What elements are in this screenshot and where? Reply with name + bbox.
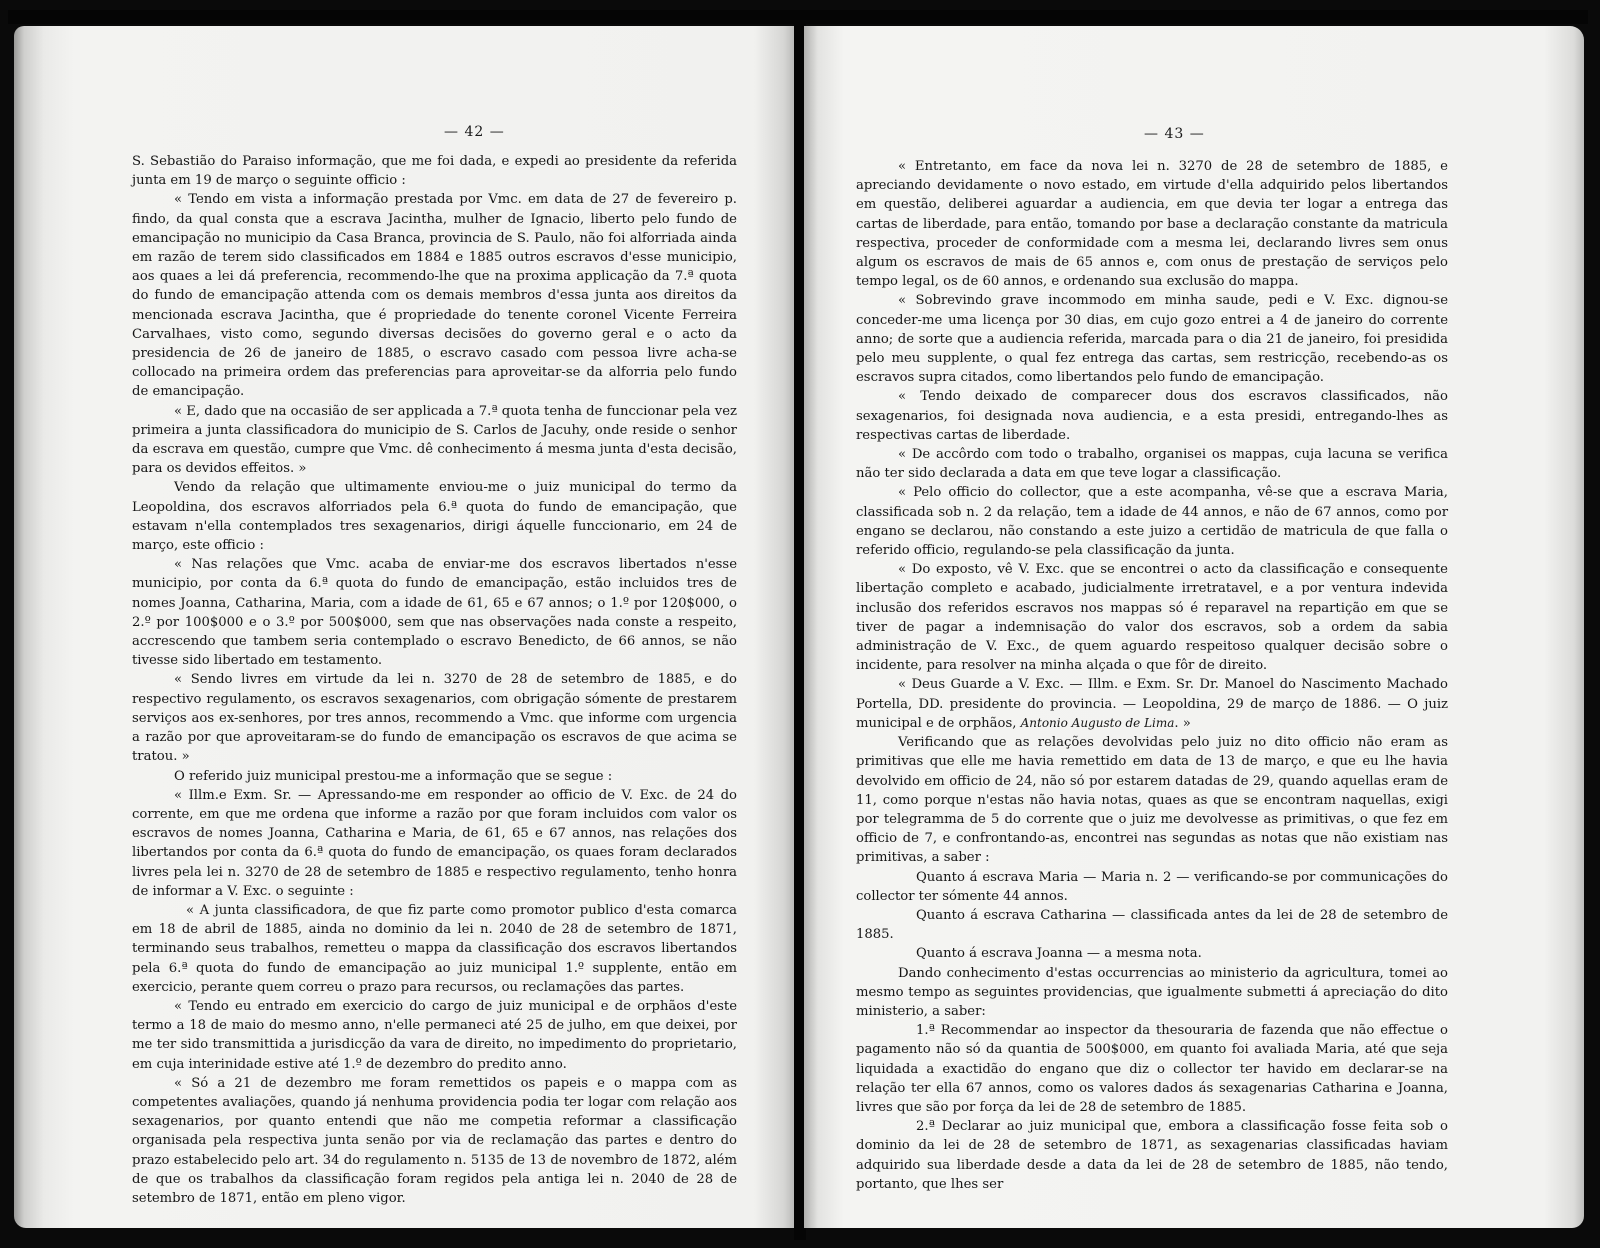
paragraph: Dando conhecimento d'estas occurrencias ao ministerio da agricultura, tomei ao mesmo tempo as seguintes providencias, que igualmente submetti á apreciação do dito ministerio, a saber:	[856, 965, 1448, 1019]
page-number-right: — 43 —	[1144, 126, 1205, 142]
paragraph: Quanto á escrava Catharina — classificada antes da lei de 28 de setembro de 1885.	[856, 907, 1448, 943]
signature: Antonio Augusto de Lima	[1020, 715, 1175, 730]
paragraph: « E, dado que na occasião de ser applicada a 7.ª quota tenha de funccionar pela vez primeira a junta classificadora do municipio de S. Carlos de Jacuhy, onde reside o senhor da escrava em questão, cumpre que Vmc. dê conhecimento á mesma junta d'esta decisão, para os devidos effeitos. »	[132, 403, 737, 477]
paragraph: 1.ª Recommendar ao inspector da thesouraria de fazenda que não effectue o pagamento não só da quantia de 500$000, em quanto foi avaliada Maria, até que seja liquidada a exactidão do engano que diz o collector ter havido em declarar-se na relação ter ella 67 annos, como os valores dados ás sexagenarias Catharina e Joanna, livres que são por força da lei de 28 de setembro de 1885.	[856, 1023, 1448, 1115]
paragraph: Quanto á escrava Maria — Maria n. 2 — verificando-se por communicações do collector ter sómente 44 annos.	[856, 869, 1448, 904]
paragraph: « A junta classificadora, de que fiz parte como promotor publico d'esta comarca em 18 de abril de 1885, ainda no dominio da lei n. 2040 de 28 de setembro de 1871, terminando seus trabalhos, remetteu o mappa da classificação dos escravos libertandos pela 6.ª quota do fundo de emancipação ao juiz municipal 1.º supplente, então em exercicio, perante quem correu o prazo para recursos, ou reclamações das partes.	[132, 902, 737, 995]
paragraph: Verificando que as relações devolvidas pelo juiz no dito officio não eram as primitivas que elle me havia remettido em data de 13 de março, e que eu lhe havia devolvido em officio de 24, não só por estarem datadas de 29, quando aquellas eram de 11, como porque n'estas não havia notas, quaes as que se encontram naquellas, exigi por telegramma de 5 do corrente que o juiz me devolvesse as primitivas, o que fez em officio de 7, e confrontando-as, encontrei nas segundas as notas que não existiam nas primitivas, a saber :	[856, 735, 1448, 866]
paragraph: « Sendo livres em virtude da lei n. 3270 de 28 de setembro de 1885, e do respectivo regulamento, os escravos sexagenarios, com obrigação sómente de prestarem serviços aos ex-senhores, por tres annos, recommendo a Vmc. que informe com urgencia a razão por que aproveitaram-se do fundo de emancipação os escravos de que acima se tratou. »	[132, 672, 737, 765]
page-number-left: — 42 —	[444, 124, 505, 140]
paragraph: Vendo da relação que ultimamente enviou-me o juiz municipal do termo da Leopoldina, dos escravos alforriados pela 6.ª quota do fundo de emancipação, que estavam n'ella contemplados tres sexagenarios, dirigi áquelle funccionario, em 24 de março, este officio :	[132, 480, 737, 554]
right-page-text	[856, 157, 1448, 1194]
left-page-text	[132, 152, 737, 1208]
closing-paragraph	[856, 675, 1448, 733]
paragraph: « Sobrevindo grave incommodo em minha saude, pedi e V. Exc. dignou-se conceder-me uma licença por 30 dias, em cujo gozo entrei a 4 de janeiro do corrente anno; de sorte que a audiencia referida, marcada para o dia 21 de janeiro, foi presidida pelo meu supplente, o qual fez entrega das cartas, sem restricção, recebendo-as os escravos supra citados, como libertandos pelo fundo de emancipação.	[856, 293, 1448, 386]
paragraph: « Nas relações que Vmc. acaba de enviar-me dos escravos libertados n'esse municipio, por conta da 6.ª quota do fundo de emancipação, estão incluidos tres de nomes Joanna, Catharina, Maria, com a idade de 61, 65 e 67 annos; o 1.º por 120$000, o 2.º por 100$000 e o 3.º por 500$000, sem que nas observações nada conste a respeito, accrescendo que tambem seria contemplado o escravo Benedicto, de 66 annos, se não tivesse sido libertado em testamento.	[132, 557, 737, 669]
paragraph: « Tendo deixado de comparecer dous dos escravos classificados, não sexagenarios, foi designada nova audiencia, e a esta presidi, entregando-lhes as respectivas cartas de liberdade.	[856, 389, 1448, 443]
paragraph: O referido juiz municipal prestou-me a informação que se segue :	[174, 768, 613, 784]
paragraph: « Entretanto, em face da nova lei n. 3270 de 28 de setembro de 1885, e apreciando devidamente o novo estado, em virtude d'ella adquirido pelos libertandos em questão, deliberei aguardar a audiencia, em que devia ter logar a entrega das cartas de liberdade, para então, tomando por base a declaração constante da matricula respectiva, proceder de conformidade com a mesma lei, declarando livres sem onus algum os escravos de mais de 65 annos e, com onus de prestação de serviços pelo tempo legal, os de 60 annos, e ordenando sua exclusão do mappa.	[856, 159, 1448, 290]
closing-tail: . »	[1174, 715, 1191, 731]
paragraph: « Do exposto, vê V. Exc. que se encontrei o acto da classificação e consequente libertação completo e acabado, judicialmente irretratavel, e a por ventura indevida inclusão dos referidos escravos nos mappas só é reparavel na repartição em que se tiver de pagar a indemnisação do valor dos escravos, sob a ordem da sabia administração de V. Exc., de quem aguardo respeitoso qualquer decisão sobre o incidente, para resolver na minha alçada o que fôr de direito.	[856, 562, 1448, 674]
paragraph: « De accôrdo com todo o trabalho, organisei os mappas, cuja lacuna se verifica não ter sido declarada a data em que teve logar a classificação.	[856, 447, 1448, 482]
paragraph: « Illm.e Exm. Sr. — Apressando-me em responder ao officio de V. Exc. de 24 do corrente, em que me ordena que informe a razão por que foram incluidos com valor os escravos de nomes Joanna, Catharina e Maria, de 61, 65 e 67 annos, nas relações dos libertandos por conta da 6.ª quota do fundo de emancipação, os quaes foram declarados livres pela lei n. 3270 de 28 de setembro de 1885 e respectivo regulamento, tenho honra de informar a V. Exc. o seguinte :	[132, 787, 737, 899]
book-spread	[8, 10, 1588, 1240]
paragraph: « Tendo eu entrado em exercicio do cargo de juiz municipal e de orphãos d'este termo a 18 de maio do mesmo anno, n'elle permaneci até 25 de julho, em que deixei, por me ter sido transmittida a jurisdicção da vara de direito, no impedimento do proprietario, em cuja interinidade estive até 1.º de dezembro do predito anno.	[132, 998, 737, 1072]
paragraph: 2.ª Declarar ao juiz municipal que, embora a classificação fosse feita sob o dominio da lei de 28 de setembro de 1871, as sexagenarias classificadas haviam adquirido sua liberdade desde a data da lei de 28 de setembro de 1885, não tendo, portanto, que lhes ser	[856, 1119, 1448, 1192]
paragraph: Quanto á escrava Joanna — a mesma nota.	[916, 946, 1202, 962]
paragraph: « Tendo em vista a informação prestada por Vmc. em data de 27 de fevereiro p. findo, da qual consta que a escrava Jacintha, mulher de Ignacio, liberto pelo fundo de emancipação no municipio da Casa Branca, provincia de S. Paulo, não foi alforriada ainda em razão de terem sido classificados em 1884 e 1885 outros escravos d'esse municipio, aos quaes a lei dá preferencia, recommendo-lhe que na proxima applicação da 7.ª quota do fundo de emancipação attenda com os demais membros d'essa junta aos direitos da mencionada escrava Jacintha, que é propriedade do tenente coronel Vicente Ferreira Carvalhaes, visto como, segundo diversas decisões do governo geral e o acto da presidencia de 26 de janeiro de 1885, o escravo casado com pessoa livre acha-se collocado na primeira ordem das preferencias para aproveitar-se da alforria pelo fundo de emancipação.	[132, 192, 737, 400]
left-page	[14, 26, 796, 1228]
paragraph: « Só a 21 de dezembro me foram remettidos os papeis e o mappa com as competentes avaliações, quando já nenhuma providencia podia ter logar com relação aos sexagenarios, por quanto entendi que não me competia reformar a classificação organisada pela respectiva junta senão por via de reclamação das partes e dentro do prazo estabelecido pelo art. 34 do regulamento n. 5135 de 13 de novembro de 1872, além de que os trabalhos da classificação foram regidos pela antiga lei n. 2040 de 28 de setembro de 1871, então em pleno vigor.	[132, 1075, 737, 1206]
right-page	[804, 26, 1584, 1228]
paragraph: S. Sebastião do Paraiso informação, que me foi dada, e expedi ao presidente da referida junta em 19 de março o seguinte officio :	[132, 154, 737, 189]
closing-text: « Deus Guarde a V. Exc. — Illm. e Exm. Sr. Dr. Manoel do Nascimento Machado Portella, DD. presidente do provincia. — Leopoldina, 29 de março de 1886. — O juiz municipal e de orphãos,	[856, 677, 1448, 731]
paragraph: « Pelo officio do collector, que a este acompanha, vê-se que a escrava Maria, classificada sob n. 2 da relação, tem a idade de 44 annos, e não de 67 annos, como por engano se declarou, não constando a este juizo a certidão de matricula de que falla o referido officio, regulando-se pela classificação da junta.	[856, 485, 1448, 559]
